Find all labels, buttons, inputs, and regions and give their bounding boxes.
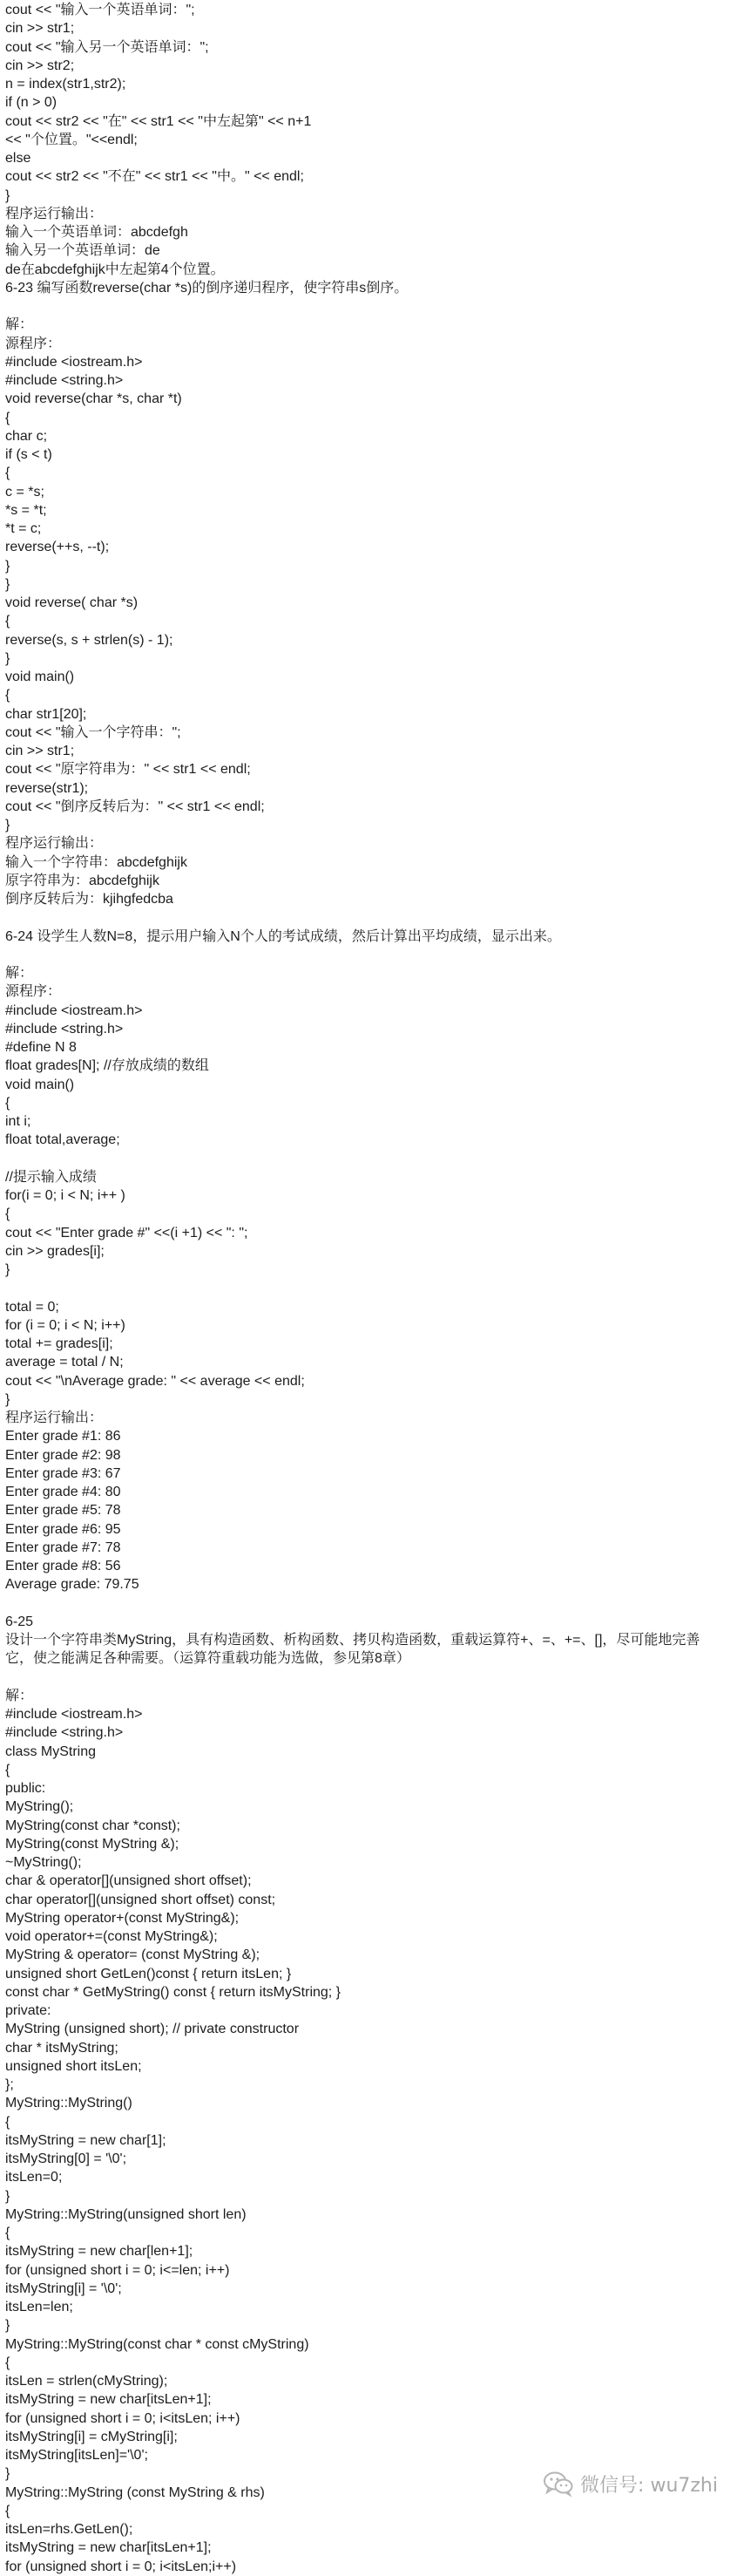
text-line: itsLen=0;: [5, 2170, 63, 2185]
text-line: total += grades[i];: [5, 1336, 113, 1351]
text-line: {: [5, 688, 10, 703]
text-line: reverse(str1);: [5, 780, 89, 796]
text-line: {: [5, 2114, 10, 2130]
text-line: for (unsigned short i = 0; i<itsLen; i++): [5, 2410, 240, 2426]
text-line: itsMyString = new char[itsLen+1];: [5, 2392, 212, 2408]
wechat-watermark: [544, 2471, 718, 2497]
blank-line: [5, 1594, 732, 1613]
text-line: for (unsigned short i = 0; i<=len; i++): [5, 2262, 230, 2278]
text-line: itsMyString = new char[len+1];: [5, 2244, 193, 2260]
text-line: }: [5, 576, 10, 592]
text-line: itsMyString = new char[itsLen+1];: [5, 2540, 212, 2556]
text-line: 源程序：: [5, 336, 62, 351]
text-line: unsigned short itsLen;: [5, 2058, 142, 2074]
text-line: {: [5, 614, 10, 629]
text-line: {: [5, 2355, 10, 2370]
text-line: reverse(++s, --t);: [5, 540, 110, 555]
text-line: MyString (unsigned short); // private constructor: [5, 2022, 300, 2037]
watermark-text: 微信号: wu7zhi: [580, 2474, 718, 2497]
text-line: MyString::MyString(): [5, 2096, 132, 2111]
text-line: itsMyString[itsLen]='\0';: [5, 2448, 148, 2463]
text-line: reverse(s, s + strlen(s) - 1);: [5, 632, 173, 648]
text-line: class MyString: [5, 1743, 97, 1759]
text-line: MyString(const MyString &);: [5, 1836, 179, 1852]
text-line: Enter grade #7: 78: [5, 1539, 121, 1555]
text-line: MyString::MyString(const char * const cMyString): [5, 2336, 309, 2352]
text-line: << "个位置。"<<endl;: [5, 132, 138, 147]
text-line: cin >> str2;: [5, 58, 75, 73]
text-line: 解：: [5, 966, 34, 981]
text-line: 输入另一个英语单词：de: [5, 243, 160, 259]
text-line: itsLen=rhs.GetLen();: [5, 2522, 133, 2537]
text-line: Enter grade #6: 95: [5, 1521, 121, 1537]
text-line: Enter grade #2: 98: [5, 1447, 121, 1463]
blank-line: [5, 1279, 732, 1297]
text-line: const char * GetMyString() const { return itsMyString; }: [5, 1984, 341, 2000]
text-line: #include <iostream.h>: [5, 1707, 143, 1722]
text-line: {: [5, 2226, 10, 2240]
text-line: 程序运行输出：: [5, 206, 104, 221]
text-line: cin >> str1;: [5, 21, 75, 37]
text-line: Enter grade #3: 67: [5, 1465, 121, 1481]
text-line: 程序运行输出：: [5, 1410, 104, 1425]
text-line: void main(): [5, 1077, 75, 1092]
text-line: itsLen = strlen(cMyString);: [5, 2374, 168, 2389]
text-line: MyString();: [5, 1799, 74, 1815]
text-line: MyString operator+(const MyString&);: [5, 1910, 240, 1926]
text-line: MyString & operator= (const MyString &);: [5, 1947, 260, 1963]
blank-line: [5, 297, 732, 316]
text-line: void reverse(char *s, char *t): [5, 391, 182, 407]
text-line: itsMyString[i] = '\0';: [5, 2280, 122, 2296]
text-line: #define N 8: [5, 1040, 77, 1055]
text-line: void operator+=(const MyString&);: [5, 1929, 218, 1944]
text-line: void main(): [5, 669, 75, 684]
text-line: }: [5, 1262, 10, 1277]
text-line: 6-24 设学生人数N=8，提示用户输入N个人的考试成绩，然后计算出平均成绩，显示出来。: [5, 928, 561, 944]
text-line: 原字符串为：abcdefghijk: [5, 873, 159, 888]
text-line: float grades[N]; //存放成绩的数组: [5, 1058, 209, 1074]
text-line: 解：: [5, 1688, 34, 1703]
text-line: unsigned short GetLen()const { return itsLen; }: [5, 1966, 292, 1981]
text-line: ~MyString();: [5, 1855, 82, 1870]
text-line: 倒序反转后为：kjihgfedcba: [5, 892, 173, 907]
text-line: *t = c;: [5, 521, 42, 536]
text-line: #include <string.h>: [5, 1725, 124, 1741]
text-line: #include <iostream.h>: [5, 1003, 143, 1018]
text-line: public:: [5, 1781, 46, 1796]
text-line: 6-25: [5, 1614, 34, 1629]
text-line: cout << "原字符串为：" << str1 << endl;: [5, 762, 251, 778]
text-line: float total,average;: [5, 1132, 120, 1148]
text-line: cout << str2 << "在" << str1 << "中左起第" << n+1: [5, 113, 312, 129]
text-line: if (n > 0): [5, 95, 57, 111]
text-line: }: [5, 558, 10, 574]
text-line: 它，使之能满足各种需要。（运算符重载功能为选做，参见第8章）: [5, 1651, 410, 1667]
text-line: {: [5, 410, 10, 425]
text-line: private:: [5, 2003, 51, 2018]
text-line: {: [5, 466, 10, 481]
blank-line: [5, 1669, 732, 1687]
text-line: de在abcdefghijk中左起第4个位置。: [5, 262, 225, 277]
text-line: MyString(const char *const);: [5, 1818, 180, 1833]
text-line: }: [5, 650, 10, 666]
text-line: 输入一个英语单词：abcdefgh: [5, 225, 188, 240]
text-line: void reverse( char *s): [5, 595, 139, 610]
text-line: }: [5, 818, 10, 833]
text-line: char * itsMyString;: [5, 2040, 118, 2056]
text-line: char c;: [5, 428, 48, 444]
text-line: Enter grade #1: 86: [5, 1429, 121, 1444]
wechat-icon: [544, 2471, 573, 2496]
blank-line: [5, 946, 732, 964]
text-line: c = *s;: [5, 484, 44, 500]
text-line: }: [5, 187, 10, 203]
text-line: MyString::MyString(unsigned short len): [5, 2206, 247, 2222]
text-line: Enter grade #8: 56: [5, 1559, 121, 1573]
text-line: 源程序：: [5, 984, 62, 1000]
text-line: #include <string.h>: [5, 1021, 124, 1037]
text-line: for (unsigned short i = 0; i<itsLen;i++): [5, 2559, 237, 2574]
text-line: 6-23 编写函数reverse(char *s)的倒序递归程序，使字符串s倒序。: [5, 280, 409, 296]
text-line: cout << str2 << "不在" << str1 << "中。" << endl;: [5, 169, 304, 185]
text-line: }: [5, 2466, 10, 2482]
text-line: itsLen=len;: [5, 2300, 73, 2314]
text-line: itsMyString = new char[1];: [5, 2132, 166, 2148]
text-line: average = total / N;: [5, 1355, 124, 1370]
text-line: }: [5, 1391, 10, 1407]
text-line: {: [5, 1762, 10, 1777]
text-line: *s = *t;: [5, 502, 47, 518]
text-line: //提示输入成绩: [5, 1169, 97, 1185]
text-line: #include <iostream.h>: [5, 354, 143, 370]
text-line: 设计一个字符串类MyString，具有构造函数、析构函数、拷贝构造函数，重载运算符+、=、+=、[]，尽可能地完善: [5, 1633, 700, 1648]
text-line: {: [5, 1095, 10, 1111]
text-line: Enter grade #4: 80: [5, 1485, 121, 1499]
text-line: total = 0;: [5, 1299, 59, 1315]
text-line: for(i = 0; i < N; i++ ): [5, 1188, 125, 1203]
text-line: {: [5, 1206, 10, 1222]
text-line: n = index(str1,str2);: [5, 77, 126, 92]
text-line: cout << "Enter grade #" <<(i +1) << ": ";: [5, 1225, 248, 1240]
text-line: itsMyString[0] = '\0';: [5, 2151, 127, 2166]
text-line: if (s < t): [5, 447, 52, 462]
text-line: cout << "输入另一个英语单词：";: [5, 39, 209, 55]
text-line: };: [5, 2077, 14, 2092]
text-line: MyString::MyString (const MyString & rhs): [5, 2484, 265, 2500]
text-line: Average grade: 79.75: [5, 1577, 139, 1593]
text-line: }: [5, 2318, 10, 2334]
blank-line: [5, 1150, 732, 1168]
text-line: itsMyString[i] = cMyString[i];: [5, 2429, 178, 2444]
text-line: char & operator[](unsigned short offset);: [5, 1873, 252, 1889]
text-line: cout << "倒序反转后为：" << str1 << endl;: [5, 799, 265, 814]
text-line: {: [5, 2503, 10, 2518]
text-line: cin >> str1;: [5, 744, 75, 758]
text-line: cout << "输入一个英语单词：";: [5, 3, 195, 17]
text-line: int i;: [5, 1114, 31, 1129]
text-line: cout << "输入一个字符串：";: [5, 724, 181, 740]
text-line: 解：: [5, 317, 34, 333]
text-line: }: [5, 2188, 10, 2204]
text-line: char operator[](unsigned short offset) const;: [5, 1892, 276, 1907]
text-line: cin >> grades[i];: [5, 1243, 105, 1259]
text-line: else: [5, 151, 31, 166]
text-line: Enter grade #5: 78: [5, 1503, 121, 1519]
text-line: #include <string.h>: [5, 373, 124, 388]
blank-line: [5, 908, 732, 927]
text-line: char str1[20];: [5, 706, 87, 722]
text-line: 输入一个字符串：abcdefghijk: [5, 854, 187, 870]
text-line: cout << "\nAverage grade: " << average << endl;: [5, 1373, 305, 1389]
text-line: for (i = 0; i < N; i++): [5, 1317, 125, 1333]
text-line: 程序运行输出：: [5, 836, 104, 852]
